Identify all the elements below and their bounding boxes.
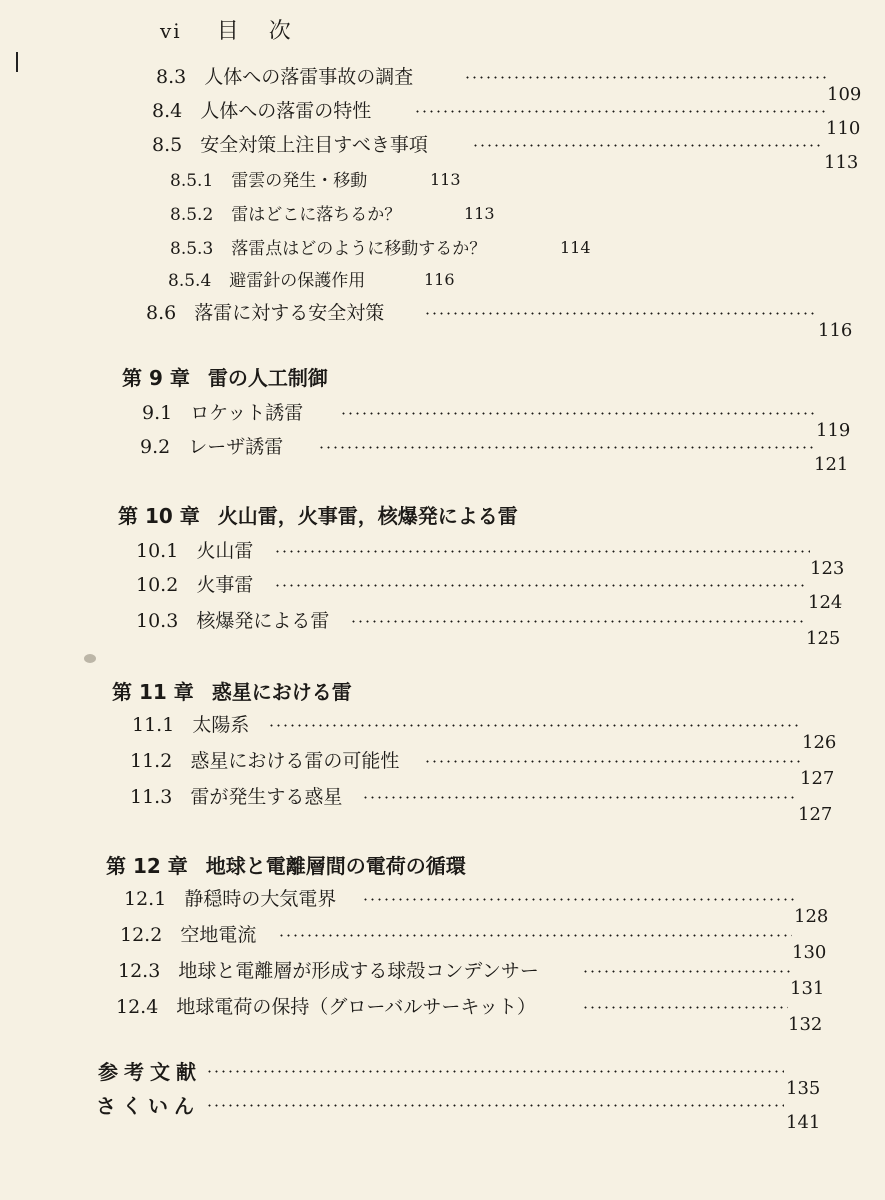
toc-entry[interactable] [0,992,885,1035]
leader-dots [274,550,810,553]
entry-page: 116 [424,270,455,289]
toc-entry[interactable] [0,606,885,649]
leader-dots [464,76,826,79]
entry-title: 12.3 地球と電離層が形成する球殻コンデンサー [118,960,539,982]
toc-subentry[interactable] [0,234,885,270]
entry-page: 116 [818,320,853,341]
toc-entry[interactable] [0,398,885,441]
entry-page: 141 [786,1112,821,1133]
entry-title: 9.2 レーザ誘雷 [140,436,284,458]
leader-dots [278,934,792,937]
entry-title: 8.5 安全対策上注目すべき事項 [152,134,428,156]
leader-dots [340,412,816,415]
entry-page: 124 [808,592,843,613]
toc-entry[interactable] [0,96,885,139]
toc-entry[interactable] [0,570,885,613]
leader-dots [582,1006,788,1009]
toc-entry[interactable] [0,956,885,999]
entry-page: 132 [788,1014,823,1035]
entry-title: 8.5.1 雷雲の発生・移動 [170,171,368,191]
leader-dots [206,1104,784,1107]
entry-page: 128 [794,906,829,927]
entry-title: 12.4 地球電荷の保持（グローバルサーキット） [116,996,536,1018]
entry-page: 114 [560,238,591,257]
entry-title: 参考文献 [98,1060,202,1084]
leader-dots [362,898,794,901]
entry-title: 8.4 人体への落雷の特性 [152,100,372,122]
entry-title: 10.3 核爆発による雷 [136,610,330,632]
toc-entry[interactable] [0,1090,885,1133]
toc-entry[interactable] [0,298,885,341]
entry-title: 9.1 ロケット誘雷 [142,402,304,424]
entry-page: 119 [816,420,851,441]
entry-page: 123 [810,558,845,579]
leader-dots [274,584,808,587]
entry-page: 127 [800,768,835,789]
chapter-heading[interactable]: 第 12 章 地球と電離層間の電荷の循環 [106,854,466,878]
entry-page: 121 [814,454,849,475]
toc-subentry[interactable] [0,266,885,302]
entry-title: 8.5.2 雷はどこに落ちるか？ [170,205,402,225]
entry-title: 11.1 太陽系 [132,714,250,736]
toc-entry[interactable] [0,920,885,963]
toc-subentry[interactable] [0,200,885,236]
entry-page: 113 [430,170,461,189]
page-header [160,14,321,45]
entry-title: 8.3 人体への落雷事故の調査 [156,66,414,88]
entry-page: 127 [798,804,833,825]
leader-dots [318,446,814,449]
entry-title: 10.2 火事雷 [136,574,254,596]
toc-entry[interactable] [0,62,885,105]
entry-title: 11.2 惑星における雷の可能性 [130,750,400,772]
leader-dots [268,724,802,727]
paper-smudge [84,654,96,663]
toc-subentry[interactable] [0,166,885,202]
entry-title: 10.1 火山雷 [136,540,254,562]
entry-page: 110 [826,118,861,139]
entry-title: さくいん [96,1094,200,1118]
entry-page: 113 [464,204,495,223]
entry-page: 126 [802,732,837,753]
entry-title: 8.6 落雷に対する安全対策 [146,302,385,324]
entry-page: 130 [792,942,827,963]
entry-page: 125 [806,628,841,649]
toc-entry[interactable] [0,710,885,753]
leader-dots [350,620,806,623]
entry-title: 8.5.4 避雷針の保護作用 [168,271,366,291]
entry-page: 135 [786,1078,821,1099]
entry-page: 113 [824,152,859,173]
entry-title: 8.5.3 落雷点はどのように移動するか？ [170,239,487,259]
page-number: vi [160,19,182,43]
leader-dots [206,1070,784,1073]
leader-dots [424,760,800,763]
leader-dots [414,110,825,113]
toc-entry[interactable] [0,884,885,927]
leader-dots [424,312,818,315]
toc-entry[interactable] [0,746,885,789]
chapter-heading[interactable]: 第 10 章 火山雷，火事雷，核爆発による雷 [118,504,518,528]
toc-entry[interactable] [0,130,885,173]
toc-entry[interactable] [0,432,885,475]
leader-dots [582,970,790,973]
toc-entry[interactable] [0,782,885,825]
chapter-heading[interactable]: 第 9 章 雷の人工制御 [122,366,328,390]
running-title: 目次 [216,19,321,44]
toc-entry[interactable] [0,1056,885,1099]
entry-title: 11.3 雷が発生する惑星 [130,786,343,808]
toc-entry[interactable] [0,536,885,579]
leader-dots [362,796,798,799]
chapter-heading[interactable]: 第 11 章 惑星における雷 [112,680,352,704]
entry-page: 131 [790,978,825,999]
entry-title: 12.2 空地電流 [120,924,257,946]
entry-title: 12.1 静穏時の大気電界 [124,888,337,910]
leader-dots [472,144,824,147]
entry-page: 109 [827,84,862,105]
